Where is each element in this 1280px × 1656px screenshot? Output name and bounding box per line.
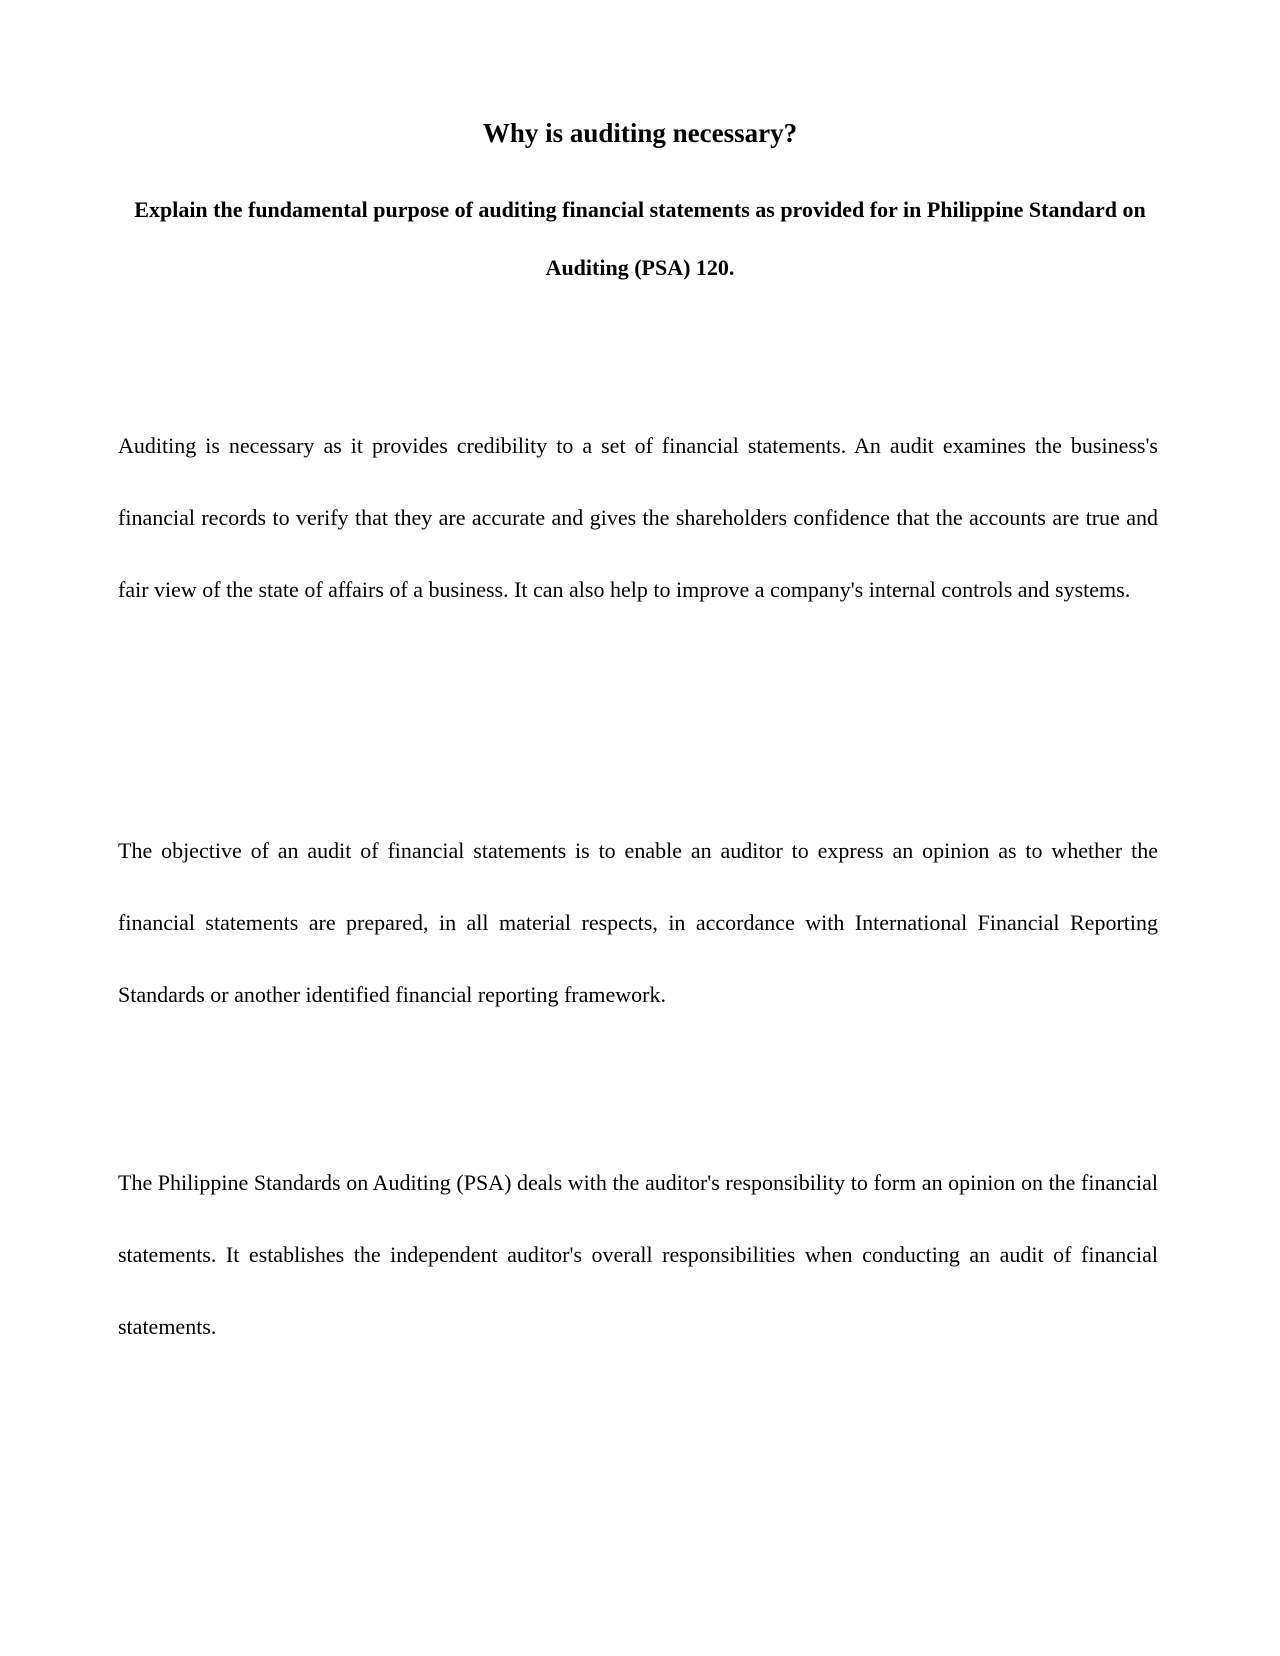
- document-title: Why is auditing necessary?: [482, 118, 798, 148]
- paragraph-3: The Philippine Standards on Auditing (PSA) deals with the auditor's responsibility to form an opinion on the financial statements. It establishes the independent auditor's overall responsibilities when conducting an audit of financial statements.: [118, 1170, 1158, 1339]
- document-subtitle: Explain the fundamental purpose of auditing financial statements as provided for in Philippine Standard on Auditing (PSA) 120.: [134, 197, 1146, 280]
- paragraph-1: Auditing is necessary as it provides credibility to a set of financial statements. An audit examines the business's financial records to verify that they are accurate and gives the shareholders confidence that the accounts are true and fair view of the state of affairs of a business. It can also help to improve a company's internal controls and systems.: [118, 433, 1158, 602]
- paragraph-2: The objective of an audit of financial statements is to enable an auditor to express an opinion as to whether the financial statements are prepared, in all material respects, in accordance with International Financial Reporting Standards or another identified financial reporting framework.: [118, 838, 1158, 1007]
